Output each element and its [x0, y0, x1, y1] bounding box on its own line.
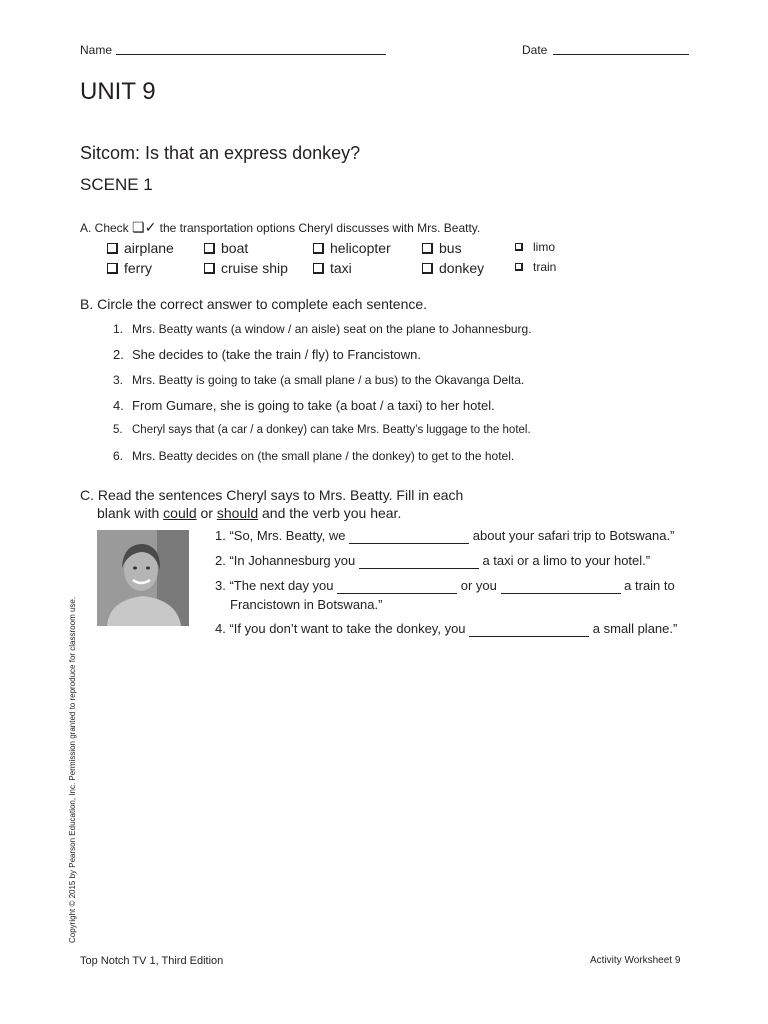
- item-text: or you: [460, 578, 497, 593]
- section-a-suffix: the transportation options Cheryl discusses with Mrs. Beatty.: [159, 221, 481, 235]
- checkbox-icon[interactable]: [204, 263, 215, 274]
- copyright-notice: Copyright © 2015 by Pearson Education, Inc. Permission granted to reproduce for classroom use.: [68, 596, 77, 943]
- unit-title: UNIT 9: [80, 78, 156, 105]
- option-cruise-ship[interactable]: [204, 260, 288, 276]
- option-taxi[interactable]: [313, 260, 352, 276]
- scene-title: SCENE 1: [80, 175, 153, 194]
- section-a-prefix: A. Check: [80, 221, 129, 235]
- fill-item-1: [215, 528, 674, 544]
- list-item: [113, 347, 421, 362]
- item-text[interactable]: Mrs. Beatty decides on (the small plane / the donkey) to get to the hotel.: [132, 449, 515, 463]
- item-number: 2.: [113, 347, 124, 362]
- checkbox-icon[interactable]: [107, 243, 118, 254]
- word-could: could: [163, 505, 197, 521]
- item-text: a taxi or a limo to your hotel.”: [482, 553, 651, 568]
- option-label: airplane: [124, 240, 174, 256]
- item-number: 3.: [113, 373, 124, 387]
- item-text[interactable]: She decides to (take the train / fly) to Francistown.: [132, 347, 422, 362]
- item-text[interactable]: Mrs. Beatty wants (a window / an aisle) seat on the plane to Johannesburg.: [132, 322, 532, 336]
- option-label: helicopter: [330, 240, 391, 256]
- list-item: [113, 449, 514, 463]
- option-train[interactable]: [515, 260, 556, 274]
- word-or: or: [200, 505, 213, 521]
- item-text: 3. “The next day you: [215, 578, 334, 593]
- check-icon: ❏✓: [132, 219, 157, 235]
- section-c-heading: C. Read the sentences Cheryl says to Mrs. Beatty. Fill in each: [80, 487, 464, 503]
- option-label: limo: [533, 240, 556, 254]
- section-c-heading-line2: [97, 505, 401, 521]
- date-blank[interactable]: [553, 44, 689, 55]
- answer-blank[interactable]: [349, 528, 469, 544]
- option-label: donkey: [439, 260, 485, 276]
- item-text: a small plane.”: [592, 621, 678, 636]
- answer-blank[interactable]: [337, 578, 457, 594]
- answer-blank[interactable]: [469, 621, 589, 637]
- name-label: Name: [80, 43, 113, 57]
- item-number: 1.: [113, 322, 124, 336]
- fill-item-3: [215, 578, 675, 594]
- checkbox-icon[interactable]: [422, 263, 433, 274]
- section-b-heading: B. Circle the correct answer to complete each sentence.: [80, 296, 428, 312]
- option-label: cruise ship: [221, 260, 288, 276]
- option-limo[interactable]: [515, 240, 555, 254]
- item-text: a train to: [624, 578, 675, 593]
- cheryl-photo-illustration: [97, 530, 189, 626]
- sitcom-title: Sitcom: Is that an express donkey?: [80, 143, 361, 163]
- footer-book-title: Top Notch TV 1, Third Edition: [80, 955, 224, 967]
- checkbox-icon[interactable]: [422, 243, 433, 254]
- name-blank[interactable]: [116, 44, 386, 55]
- list-item: [113, 373, 524, 387]
- cheryl-photo: [97, 530, 189, 626]
- option-ferry[interactable]: [107, 260, 152, 276]
- option-label: ferry: [124, 260, 152, 276]
- item-text[interactable]: Cheryl says that (a car / a donkey) can take Mrs. Beatty’s luggage to the hotel.: [132, 424, 531, 436]
- date-label: Date: [522, 43, 548, 57]
- item-number: 4.: [113, 398, 124, 413]
- checkbox-icon[interactable]: [107, 263, 118, 274]
- item-text[interactable]: From Gumare, she is going to take (a boat / a taxi) to her hotel.: [132, 398, 495, 413]
- item-number: 5.: [113, 424, 123, 436]
- item-text: 1. “So, Mrs. Beatty, we: [215, 528, 346, 543]
- item-text: about your safari trip to Botswana.”: [472, 528, 675, 543]
- checkbox-icon[interactable]: [515, 263, 523, 271]
- option-boat[interactable]: [204, 240, 248, 256]
- list-item: [113, 398, 495, 413]
- option-label: bus: [439, 240, 462, 256]
- heading-text: and the verb you hear.: [262, 505, 402, 521]
- answer-blank[interactable]: [501, 578, 621, 594]
- checkbox-icon[interactable]: [204, 243, 215, 254]
- section-a-heading: [80, 219, 480, 236]
- item-text: 2. “In Johannesburg you: [215, 553, 356, 568]
- option-label: train: [533, 260, 557, 274]
- item-number: 6.: [113, 449, 124, 463]
- checkbox-icon[interactable]: [515, 243, 523, 251]
- item-text[interactable]: Mrs. Beatty is going to take (a small plane / a bus) to the Okavanga Delta.: [132, 373, 525, 387]
- option-bus[interactable]: [422, 240, 462, 256]
- list-item: [113, 322, 532, 336]
- list-item: [113, 424, 531, 436]
- fill-item-3-continued: Francistown in Botswana.”: [230, 597, 383, 612]
- fill-item-2: [215, 553, 650, 569]
- fill-item-4: [215, 621, 677, 637]
- heading-text: blank with: [97, 505, 160, 521]
- option-donkey[interactable]: [422, 260, 484, 276]
- checkbox-icon[interactable]: [313, 243, 324, 254]
- answer-blank[interactable]: [359, 553, 479, 569]
- option-helicopter[interactable]: [313, 240, 391, 256]
- option-airplane[interactable]: [107, 240, 174, 256]
- checkbox-icon[interactable]: [313, 263, 324, 274]
- word-should: should: [216, 505, 259, 521]
- option-label: taxi: [330, 260, 352, 276]
- item-text: 4. “If you don’t want to take the donkey, you: [215, 621, 466, 636]
- option-label: boat: [221, 240, 249, 256]
- footer-worksheet-number: Activity Worksheet 9: [590, 955, 681, 966]
